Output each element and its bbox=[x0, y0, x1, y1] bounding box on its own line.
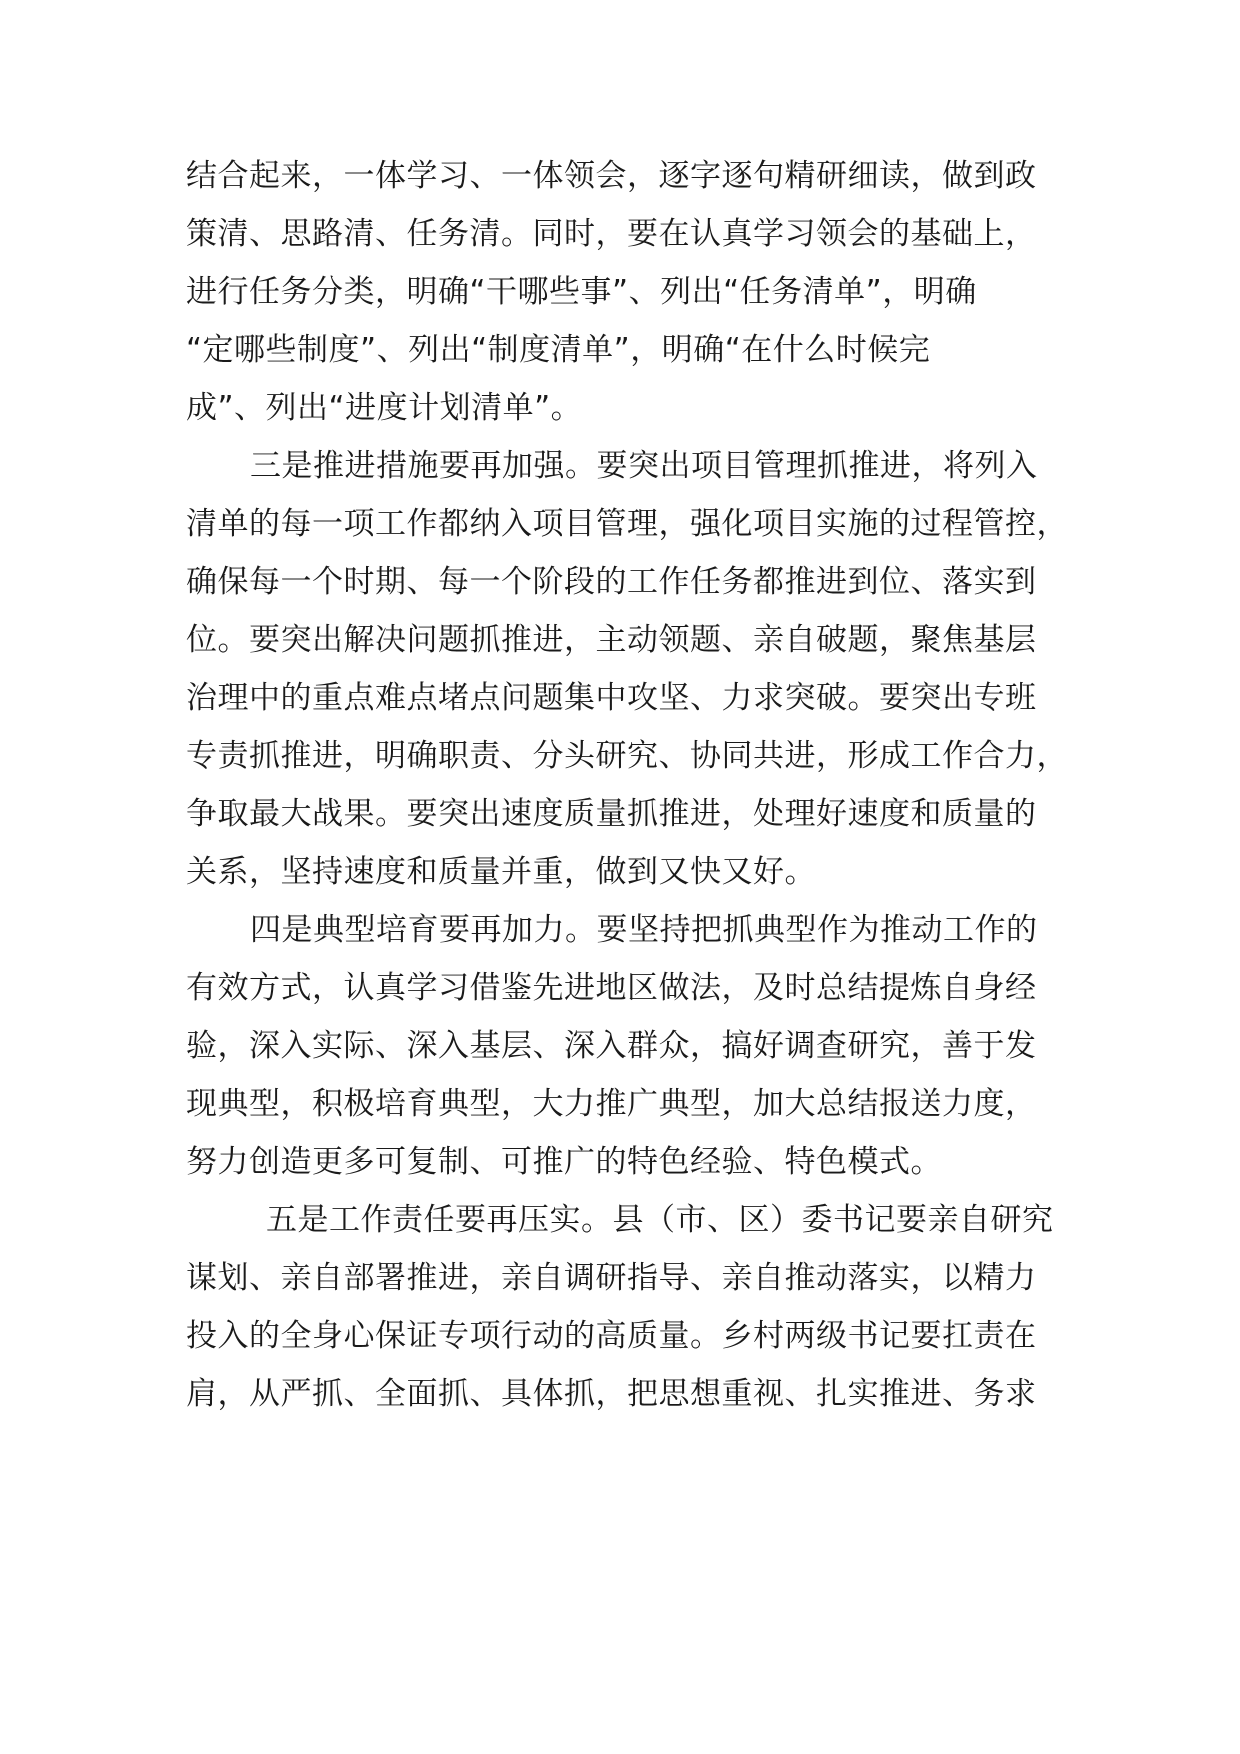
text-line: 努力创造更多可复制、可推广的特色经验、特色模式。 bbox=[186, 1144, 942, 1180]
text-line: 争取最大战果。要突出速度质量抓推进，处理好速度和质量的 bbox=[186, 796, 1037, 832]
text-line: 位。要突出解决问题抓推进，主动领题、亲自破题，聚焦基层 bbox=[186, 622, 1037, 658]
paragraph-start-line: 三是推进措施要再加强。要突出项目管理抓推进，将列入 bbox=[250, 448, 1038, 484]
text-line: 确保每一个时期、每一个阶段的工作任务都推进到位、落实到 bbox=[186, 564, 1037, 600]
text-line: 结合起来，一体学习、一体领会，逐字逐句精研细读，做到政 bbox=[186, 158, 1037, 194]
text-line: 清单的每一项工作都纳入项目管理，强化项目实施的过程管控， bbox=[186, 506, 1068, 542]
paragraph-start-line: 四是典型培育要再加力。要坚持把抓典型作为推动工作的 bbox=[250, 912, 1038, 948]
text-line: 治理中的重点难点堵点问题集中攻坚、力求突破。要突出专班 bbox=[186, 680, 1037, 716]
text-line: 专责抓推进，明确职责、分头研究、协同共进，形成工作合力， bbox=[186, 738, 1068, 774]
text-line: 投入的全身心保证专项行动的高质量。乡村两级书记要扛责在 bbox=[186, 1318, 1037, 1354]
text-line: 有效方式，认真学习借鉴先进地区做法，及时总结提炼自身经 bbox=[186, 970, 1037, 1006]
text-line: 关系，坚持速度和质量并重，做到又快又好。 bbox=[186, 854, 816, 890]
text-line: 成”、列出“进度计划清单”。 bbox=[186, 390, 583, 426]
text-line: “定哪些制度”、列出“制度清单”，明确“在什么时候完 bbox=[186, 332, 931, 368]
text-line: 现典型，积极培育典型，大力推广典型，加大总结报送力度， bbox=[186, 1086, 1037, 1122]
text-line: 进行任务分类，明确“干哪些事”、列出“任务清单”，明确 bbox=[186, 274, 977, 310]
text-line: 验，深入实际、深入基层、深入群众，搞好调查研究，善于发 bbox=[186, 1028, 1037, 1064]
text-line: 肩，从严抓、全面抓、具体抓，把思想重视、扎实推进、务求 bbox=[186, 1376, 1037, 1412]
text-line: 谋划、亲自部署推进，亲自调研指导、亲自推动落实，以精力 bbox=[186, 1260, 1037, 1296]
paragraph-start-line: 五是工作责任要再压实。县（市、区）委书记要亲自研究 bbox=[266, 1202, 1054, 1238]
text-line: 策清、思路清、任务清。同时，要在认真学习领会的基础上， bbox=[186, 216, 1037, 252]
